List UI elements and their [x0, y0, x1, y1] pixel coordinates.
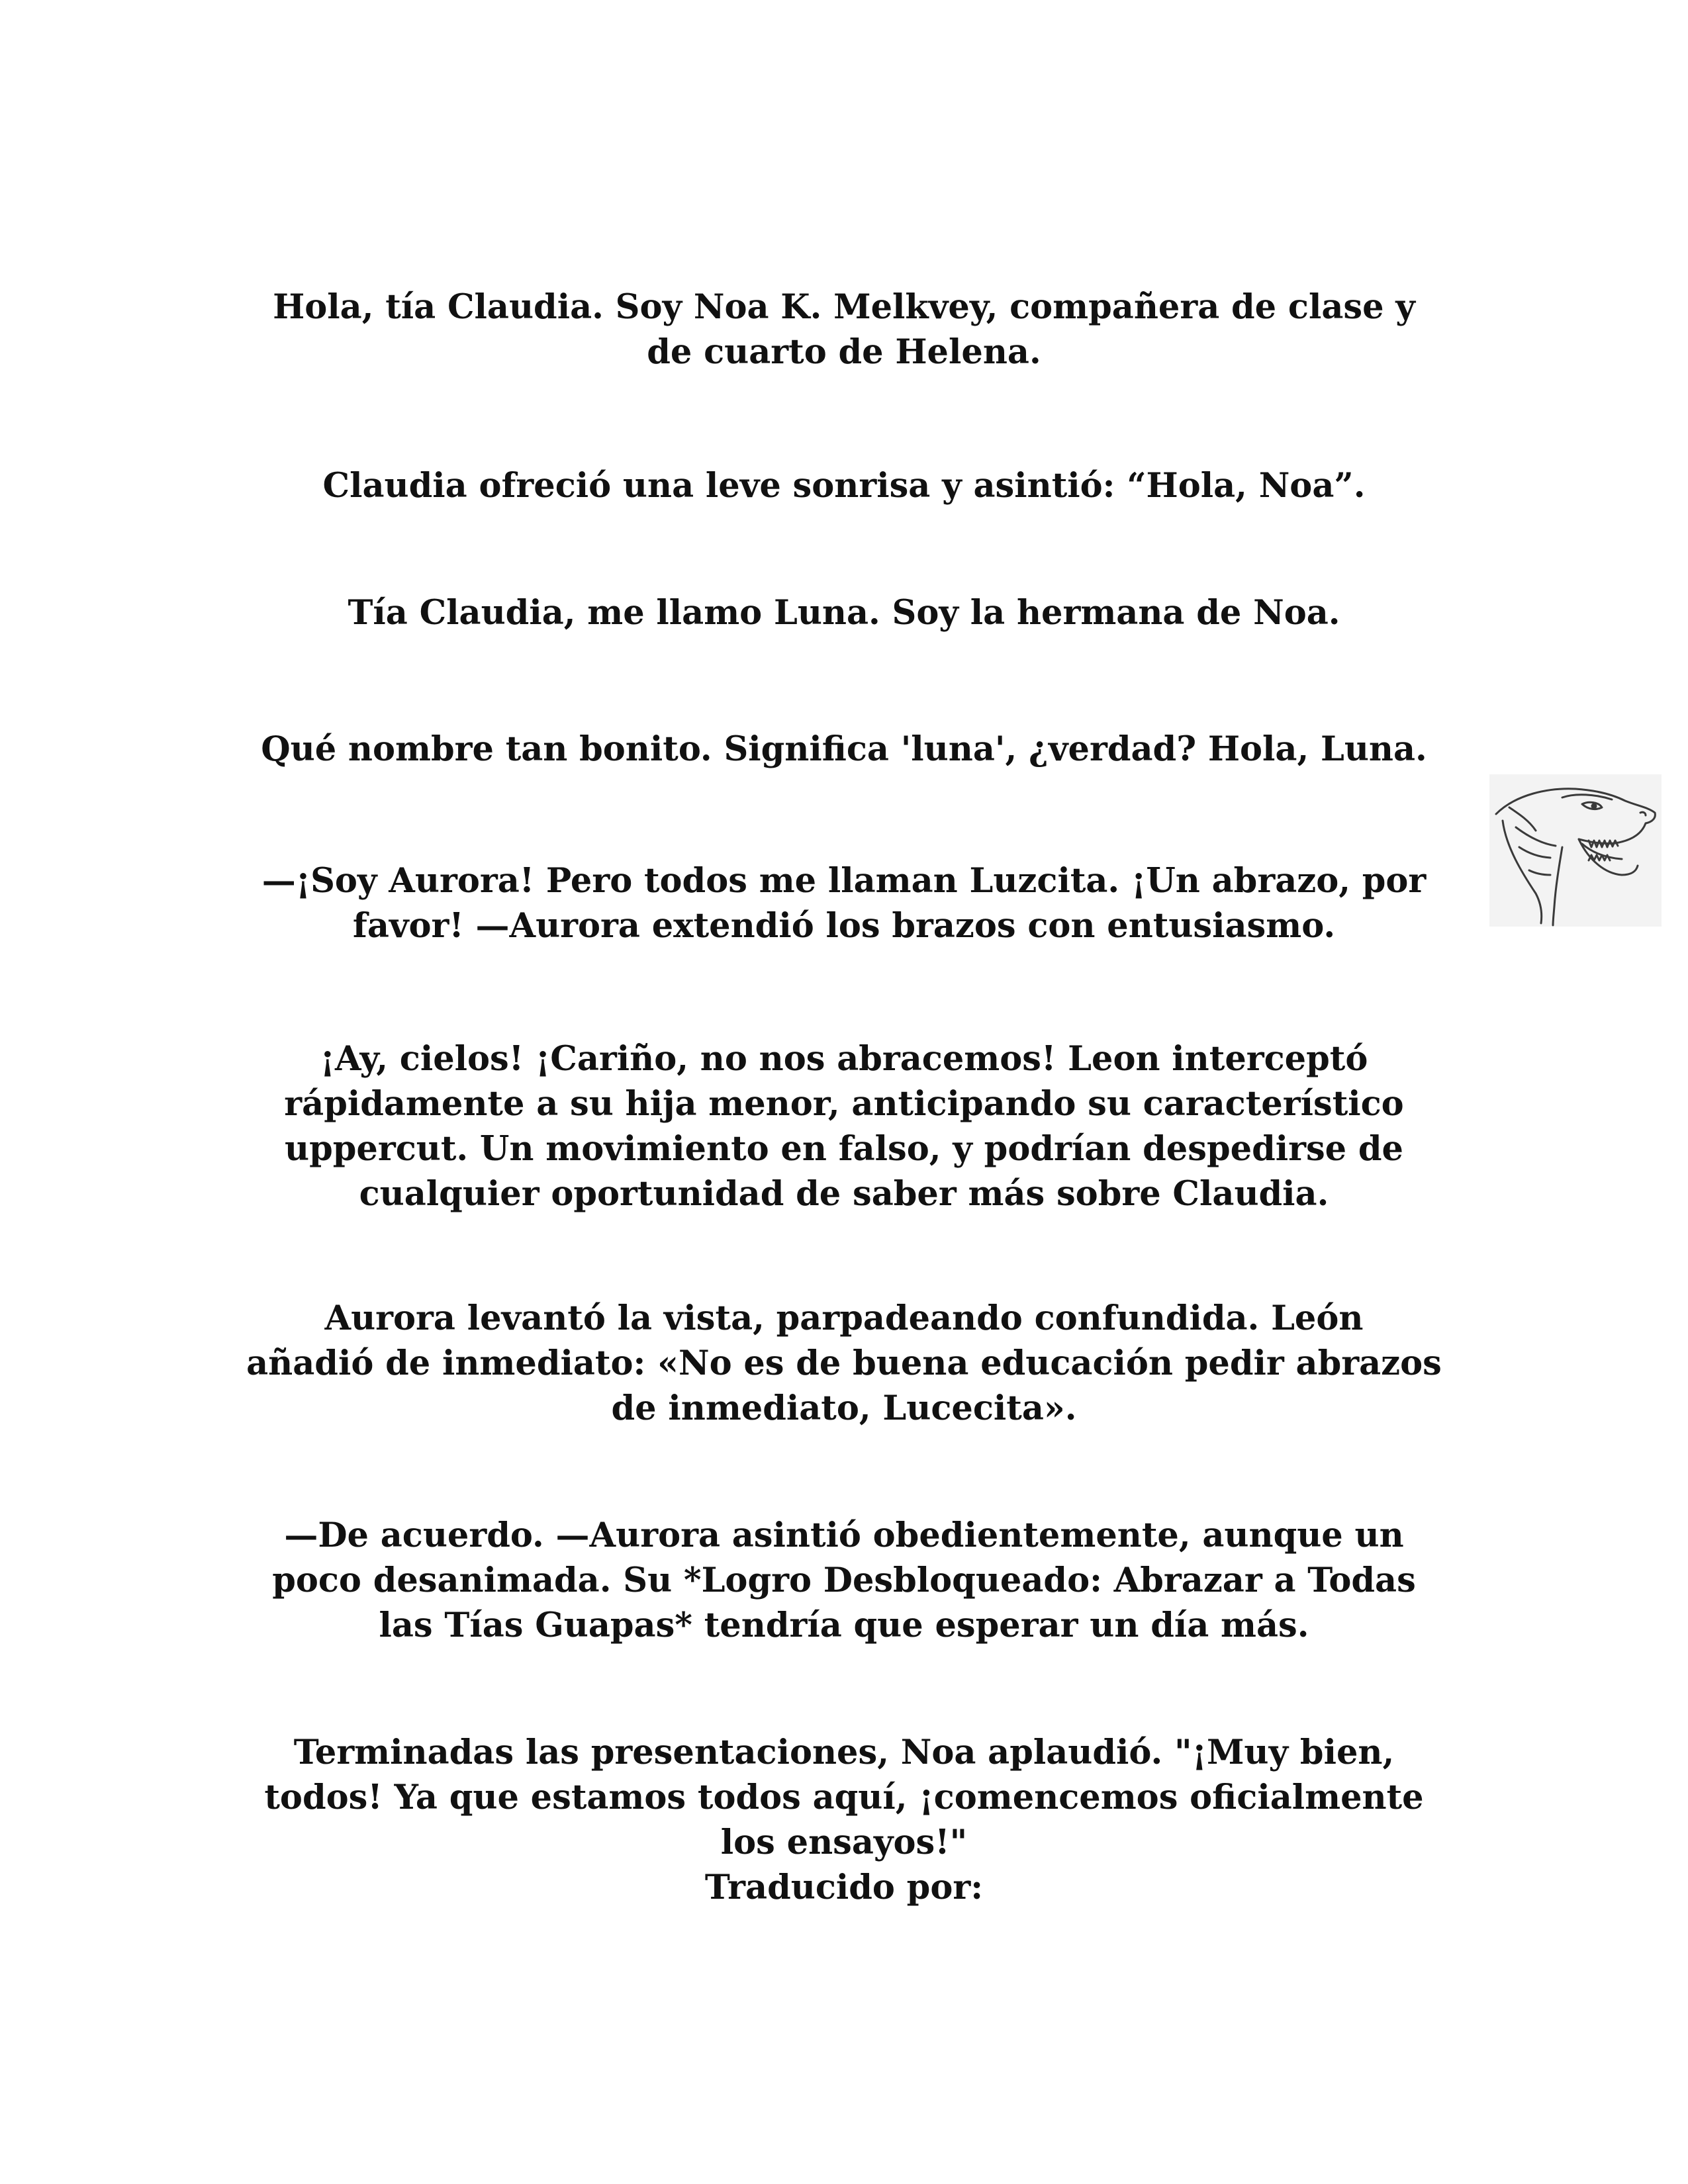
text-line: Hola, tía Claudia. Soy Noa K. Melkvey, compañera de clase y: [273, 287, 1415, 327]
text-line: ¡Ay, cielos! ¡Cariño, no nos abracemos! Leon interceptó: [320, 1039, 1368, 1079]
text-line: de inmediato, Lucecita».: [611, 1388, 1077, 1428]
paragraph-2: [238, 463, 1450, 508]
paragraph-4: [238, 727, 1450, 772]
text-line: de cuarto de Helena.: [647, 332, 1041, 372]
text-line: poco desanimada. Su *Logro Desbloqueado: Abrazar a Todas: [272, 1561, 1416, 1600]
paragraph-6: [238, 1036, 1450, 1216]
text-line: —¡Soy Aurora! Pero todos me llaman Luzcita. ¡Un abrazo, por: [261, 861, 1427, 901]
text-line: Terminadas las presentaciones, Noa aplaudió. "¡Muy bien,: [293, 1733, 1395, 1772]
text-line: uppercut. Un movimiento en falso, y podrían despedirse de: [285, 1129, 1403, 1169]
paragraph-7: [238, 1296, 1450, 1431]
text-line: las Tías Guapas* tendría que esperar un día más.: [379, 1606, 1309, 1645]
paragraph-1: [238, 285, 1450, 375]
text-line: todos! Ya que estamos todos aquí, ¡comencemos oficialmente: [264, 1778, 1424, 1817]
text-line: cualquier oportunidad de saber más sobre Claudia.: [359, 1174, 1329, 1214]
paragraph-9: [238, 1730, 1450, 1910]
text-line: Tía Claudia, me llamo Luna. Soy la hermana de Noa.: [348, 593, 1340, 633]
text-line: Aurora levantó la vista, parpadeando confundida. León: [324, 1298, 1364, 1338]
text-line: rápidamente a su hija menor, anticipando su característico: [284, 1084, 1404, 1124]
paragraph-5: [238, 858, 1450, 948]
paragraph-3: [238, 590, 1450, 635]
translator-credit: Traducido por:: [704, 1868, 984, 1907]
text-line: los ensayos!": [720, 1823, 968, 1862]
paragraph-8: [238, 1513, 1450, 1648]
dinosaur-head-sketch-icon: [1489, 774, 1662, 927]
text-line: añadió de inmediato: «No es de buena educación pedir abrazos: [246, 1343, 1442, 1383]
text-line: favor! —Aurora extendió los brazos con entusiasmo.: [352, 906, 1336, 946]
text-line: Claudia ofreció una leve sonrisa y asintió: “Hola, Noa”.: [322, 466, 1366, 506]
text-line: —De acuerdo. —Aurora asintió obedientemente, aunque un: [284, 1516, 1404, 1555]
text-line: Qué nombre tan bonito. Significa 'luna', ¿verdad? Hola, Luna.: [261, 729, 1427, 769]
